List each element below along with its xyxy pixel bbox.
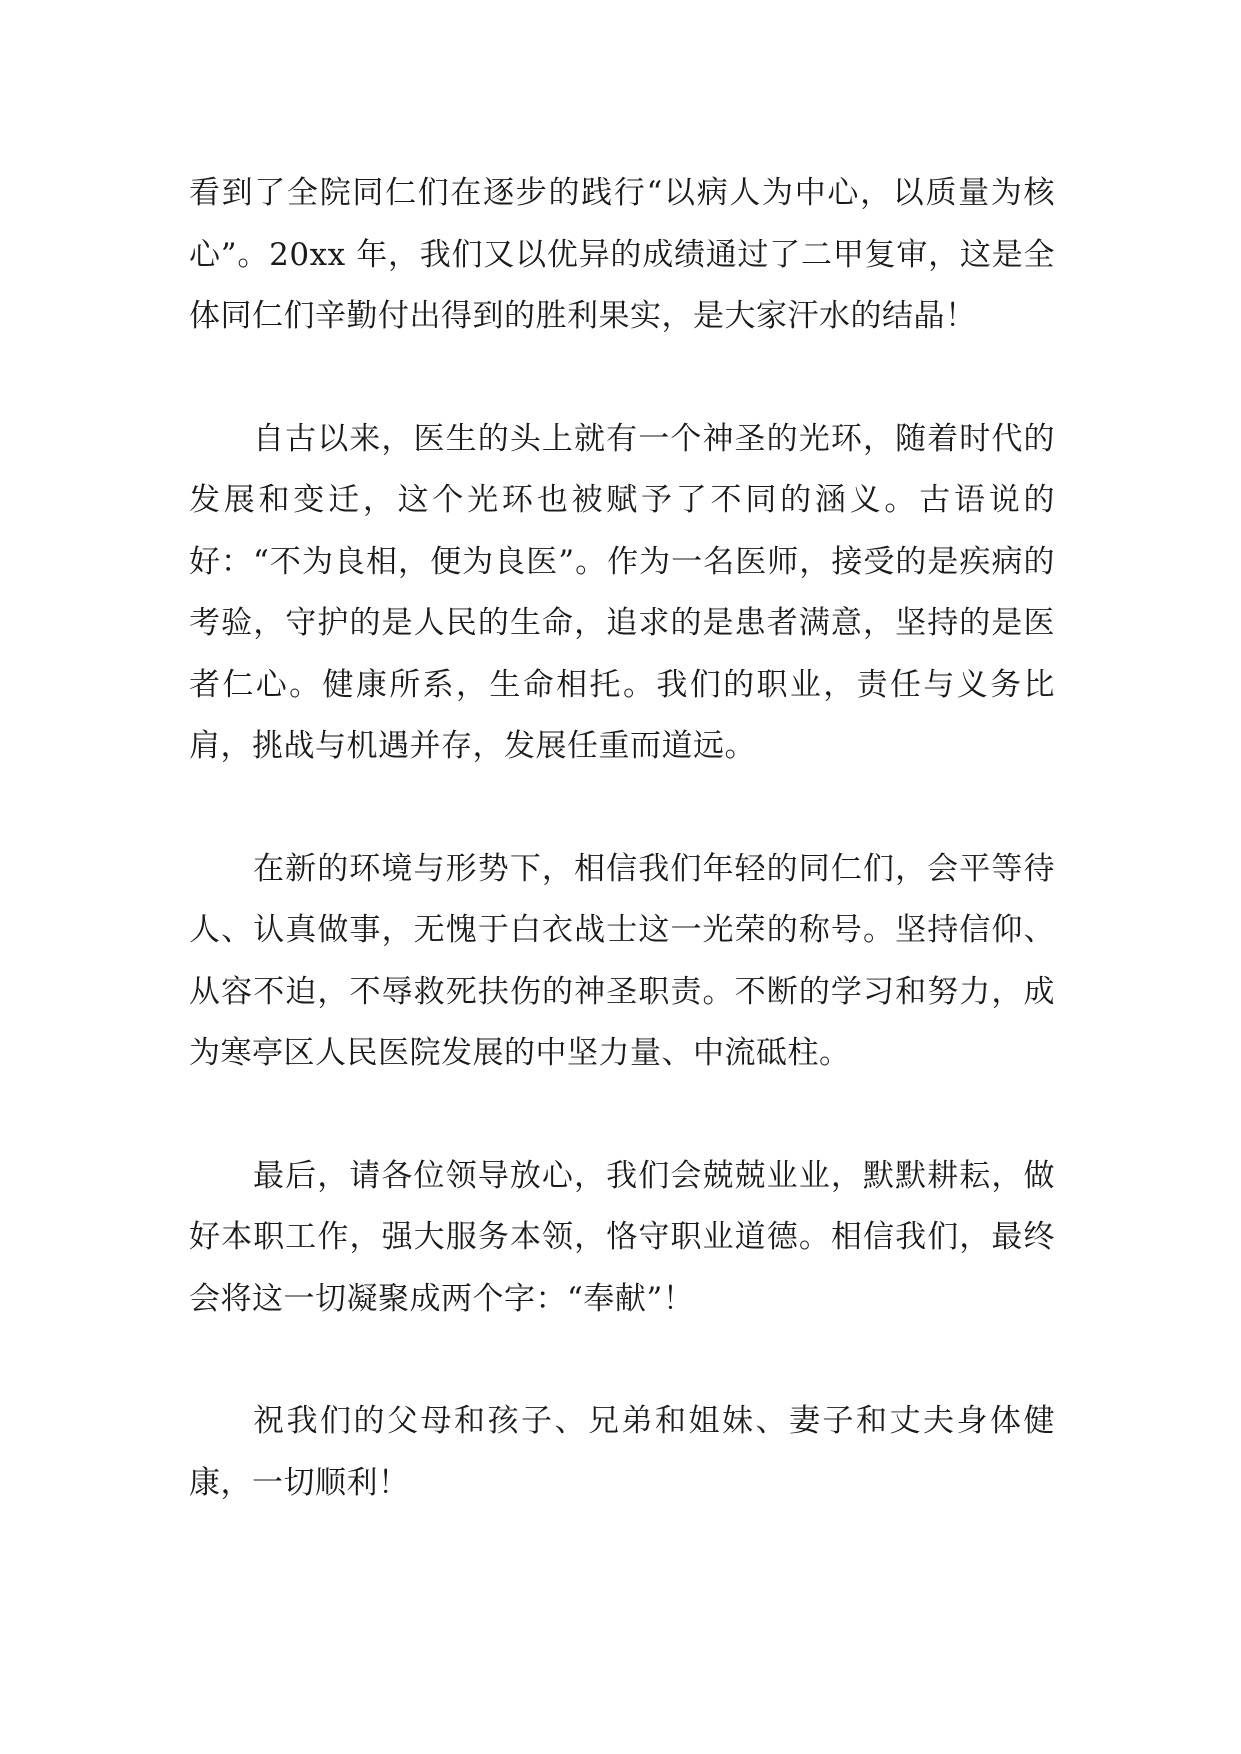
paragraph-new-environment: 在新的环境与形势下，相信我们年轻的同仁们，会平等待人、认真做事，无愧于白衣战士这一光荣的称号。坚持信仰、从容不迫，不辱救死扶伤的神圣职责。不断的学习和努力，成为寒亭区人民医院发展的中坚力量、中流砥柱。 <box>189 850 1055 1071</box>
document-body <box>189 163 1055 1514</box>
paragraph-dedication: 最后，请各位领导放心，我们会兢兢业业，默默耕耘，做好本职工作，强大服务本领，恪守职业道德。相信我们，最终会将这一切凝聚成两个字：“奉献”！ <box>189 1157 1055 1317</box>
paragraph-wishes: 祝我们的父母和孩子、兄弟和姐妹、妻子和丈夫身体健康，一切顺利！ <box>189 1403 1055 1501</box>
paragraph-doctor-halo: 自古以来，医生的头上就有一个神圣的光环，随着时代的发展和变迁，这个光环也被赋予了不同的涵义。古语说的好：“不为良相，便为良医”。作为一名医师，接受的是疾病的考验，守护的是人民的生命，追求的是患者满意，坚持的是医者仁心。健康所系，生命相托。我们的职业，责任与义务比肩，挑战与机遇并存，发展任重而道远。 <box>189 420 1055 764</box>
paragraph-continuation: 看到了全院同仁们在逐步的践行“以病人为中心，以质量为核心”。20xx 年，我们又以优异的成绩通过了二甲复审，这是全体同仁们辛勤付出得到的胜利果实，是大家汗水的结晶！ <box>189 175 1055 334</box>
